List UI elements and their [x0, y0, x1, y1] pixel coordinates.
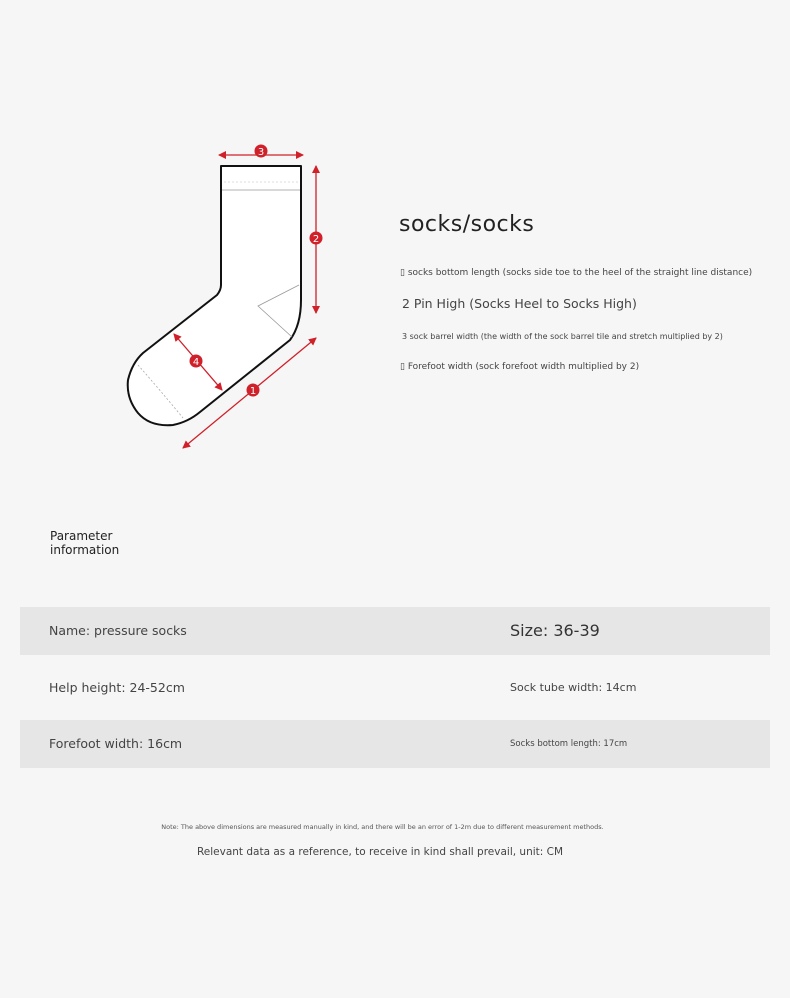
parameter-heading: Parameter information: [50, 529, 120, 557]
legend-pin-height: 2 Pin High (Socks Heel to Socks High): [402, 296, 637, 311]
param-bottom-length: Socks bottom length: 17cm: [510, 739, 628, 749]
product-title: socks/socks: [399, 212, 535, 237]
measurement-note: Note: The above dimensions are measured manually in kind, and there will be an error of 1-2m due to different measurement methods.: [161, 823, 604, 831]
marker-2: [310, 232, 323, 246]
param-row: [20, 664, 770, 712]
svg-text:3: 3: [257, 147, 265, 158]
svg-text:1: 1: [249, 386, 257, 397]
reference-note: Relevant data as a reference, to receive in kind shall prevail, unit: CM: [196, 846, 564, 858]
svg-text:4: 4: [192, 357, 200, 368]
param-row: [20, 607, 770, 655]
param-help-height: Help height: 24-52cm: [49, 680, 185, 695]
param-name: Name: pressure socks: [49, 623, 187, 638]
param-size: Size: 36-39: [510, 621, 600, 640]
sock-size-diagram: [110, 130, 340, 470]
svg-text:2: 2: [312, 234, 320, 245]
param-forefoot-width: Forefoot width: 16cm: [49, 736, 183, 751]
legend-bottom-length: ▯ socks bottom length (socks side toe to the heel of the straight line distance): [400, 268, 753, 278]
legend-barrel-width: 3 sock barrel width (the width of the sock barrel tile and stretch multiplied by 2): [402, 332, 723, 341]
marker-1: [247, 384, 260, 398]
param-tube-width: Sock tube width: 14cm: [510, 681, 637, 694]
legend-forefoot-width: ▯ Forefoot width (sock forefoot width multiplied by 2): [400, 362, 640, 372]
sock-outline: [128, 166, 301, 425]
param-row: [20, 720, 770, 768]
marker-3: [255, 145, 268, 159]
